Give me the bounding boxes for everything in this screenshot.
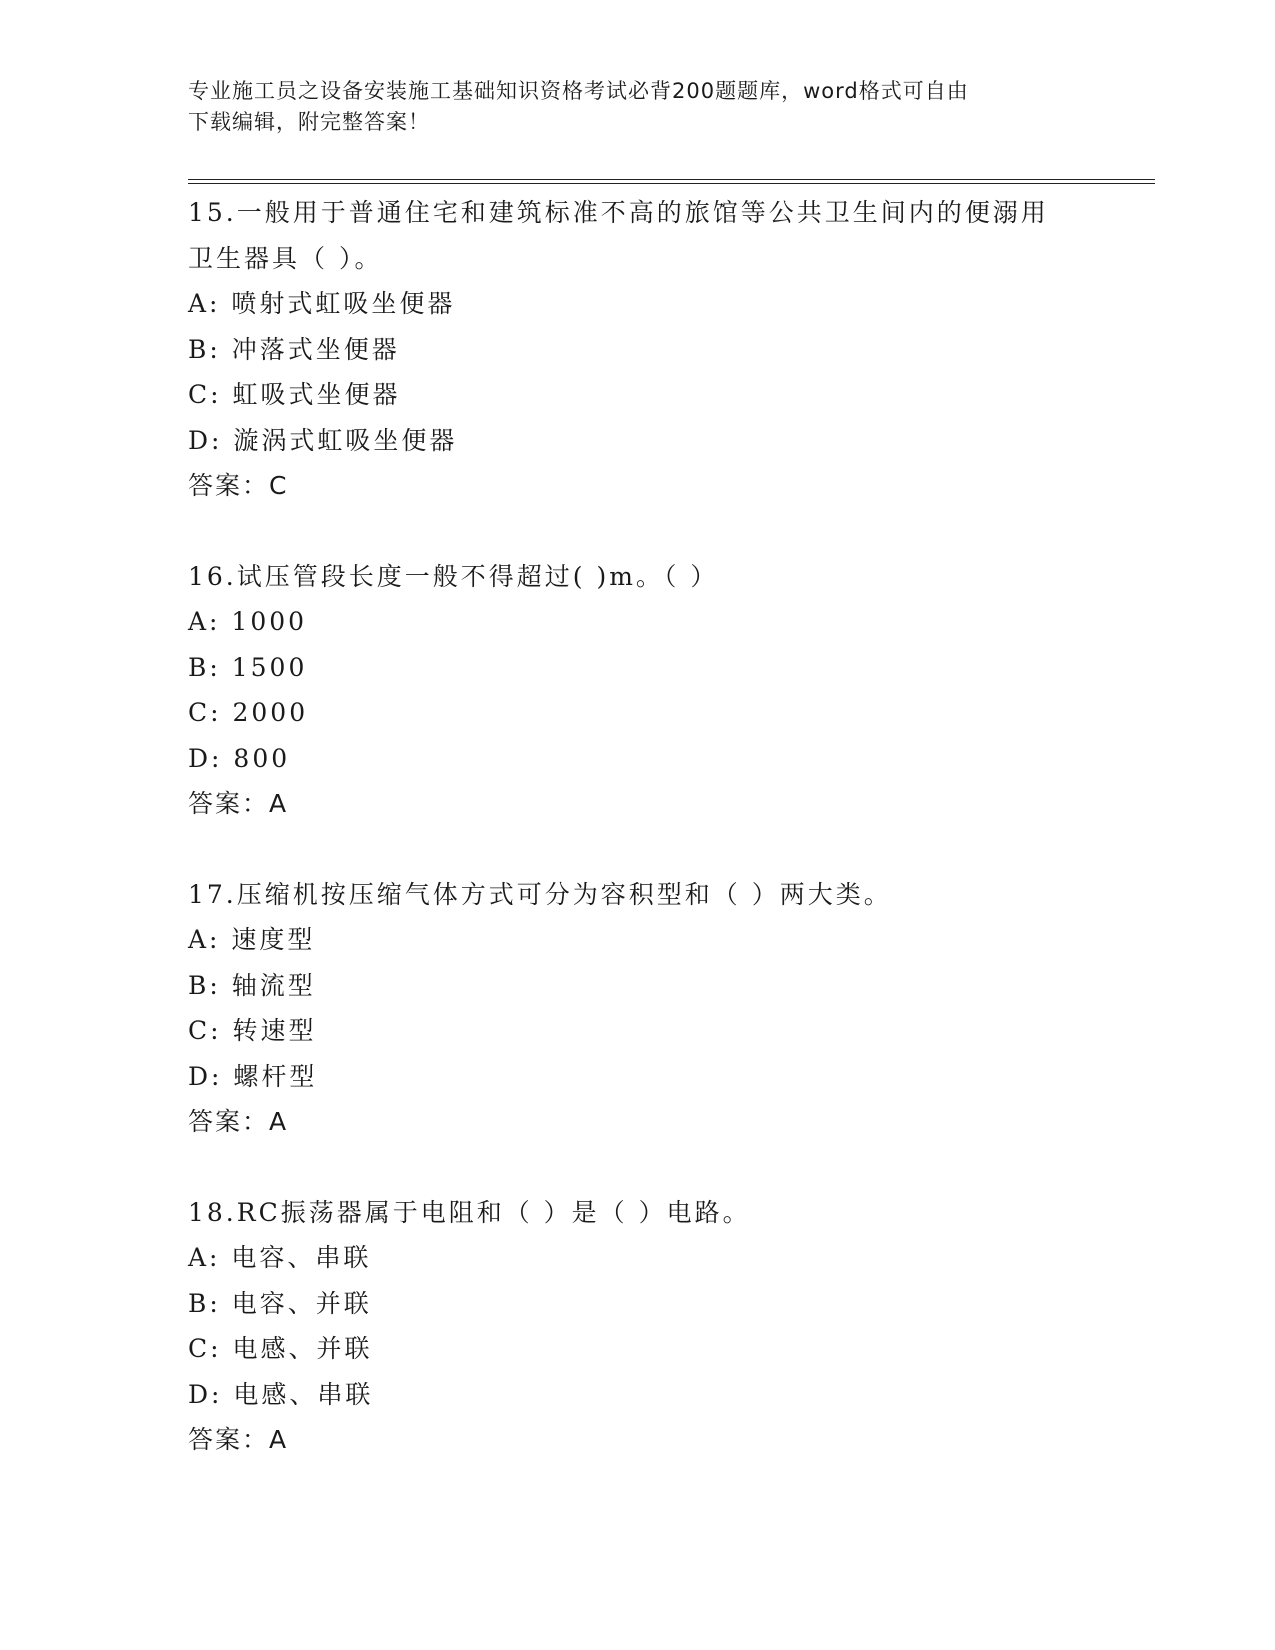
- option-a: A: 电容、串联: [188, 1243, 372, 1272]
- answer: 答案：A: [188, 1425, 289, 1454]
- option-c: C: 虹吸式坐便器: [188, 380, 401, 409]
- question-17: [188, 872, 1148, 1145]
- header-divider-top: [188, 179, 1155, 180]
- option-b: B: 1500: [188, 652, 308, 682]
- option-b: B: 冲落式坐便器: [188, 334, 400, 364]
- header-line-1: 专业施工员之设备安装施工基础知识资格考试必背200题题库，word格式可自由: [188, 79, 969, 103]
- option-a: A: 速度型: [188, 925, 316, 954]
- option-c: C: 转速型: [188, 1016, 317, 1045]
- option-c: C: 电感、并联: [188, 1334, 373, 1363]
- option-d: D: 电感、串联: [188, 1379, 374, 1409]
- answer: 答案：C: [188, 471, 289, 500]
- option-b: B: 电容、并联: [188, 1288, 372, 1318]
- question-18: [188, 1190, 1148, 1463]
- option-d: D: 漩涡式虹吸坐便器: [188, 425, 458, 455]
- question-15: [188, 190, 1148, 509]
- question-text-line: 15.一般用于普通住宅和建筑标准不高的旅馆等公共卫生间内的便溺用: [188, 198, 1049, 227]
- option-b: B: 轴流型: [188, 970, 316, 1000]
- option-d: D: 800: [188, 743, 291, 773]
- option-a: A: 喷射式虹吸坐便器: [188, 289, 456, 318]
- header-line-2: 下载编辑，附完整答案！: [188, 110, 430, 134]
- header-divider-bottom: [188, 183, 1155, 184]
- question-text-line: 16.试压管段长度一般不得超过( )m。（ ）: [188, 561, 719, 591]
- answer: 答案：A: [188, 789, 289, 818]
- document-header: [188, 76, 1088, 138]
- question-list: [188, 190, 1148, 1508]
- question-text-line: 17.压缩机按压缩气体方式可分为容积型和（ ）两大类。: [188, 879, 892, 909]
- answer: 答案：A: [188, 1107, 289, 1136]
- question-text-line: 18.RC振荡器属于电阻和（ ）是（ ）电路。: [188, 1197, 751, 1227]
- question-text-line: 卫生器具（ ）。: [188, 243, 383, 273]
- option-d: D: 螺杆型: [188, 1061, 318, 1091]
- option-c: C: 2000: [188, 698, 309, 727]
- option-a: A: 1000: [188, 607, 308, 636]
- question-16: [188, 554, 1148, 827]
